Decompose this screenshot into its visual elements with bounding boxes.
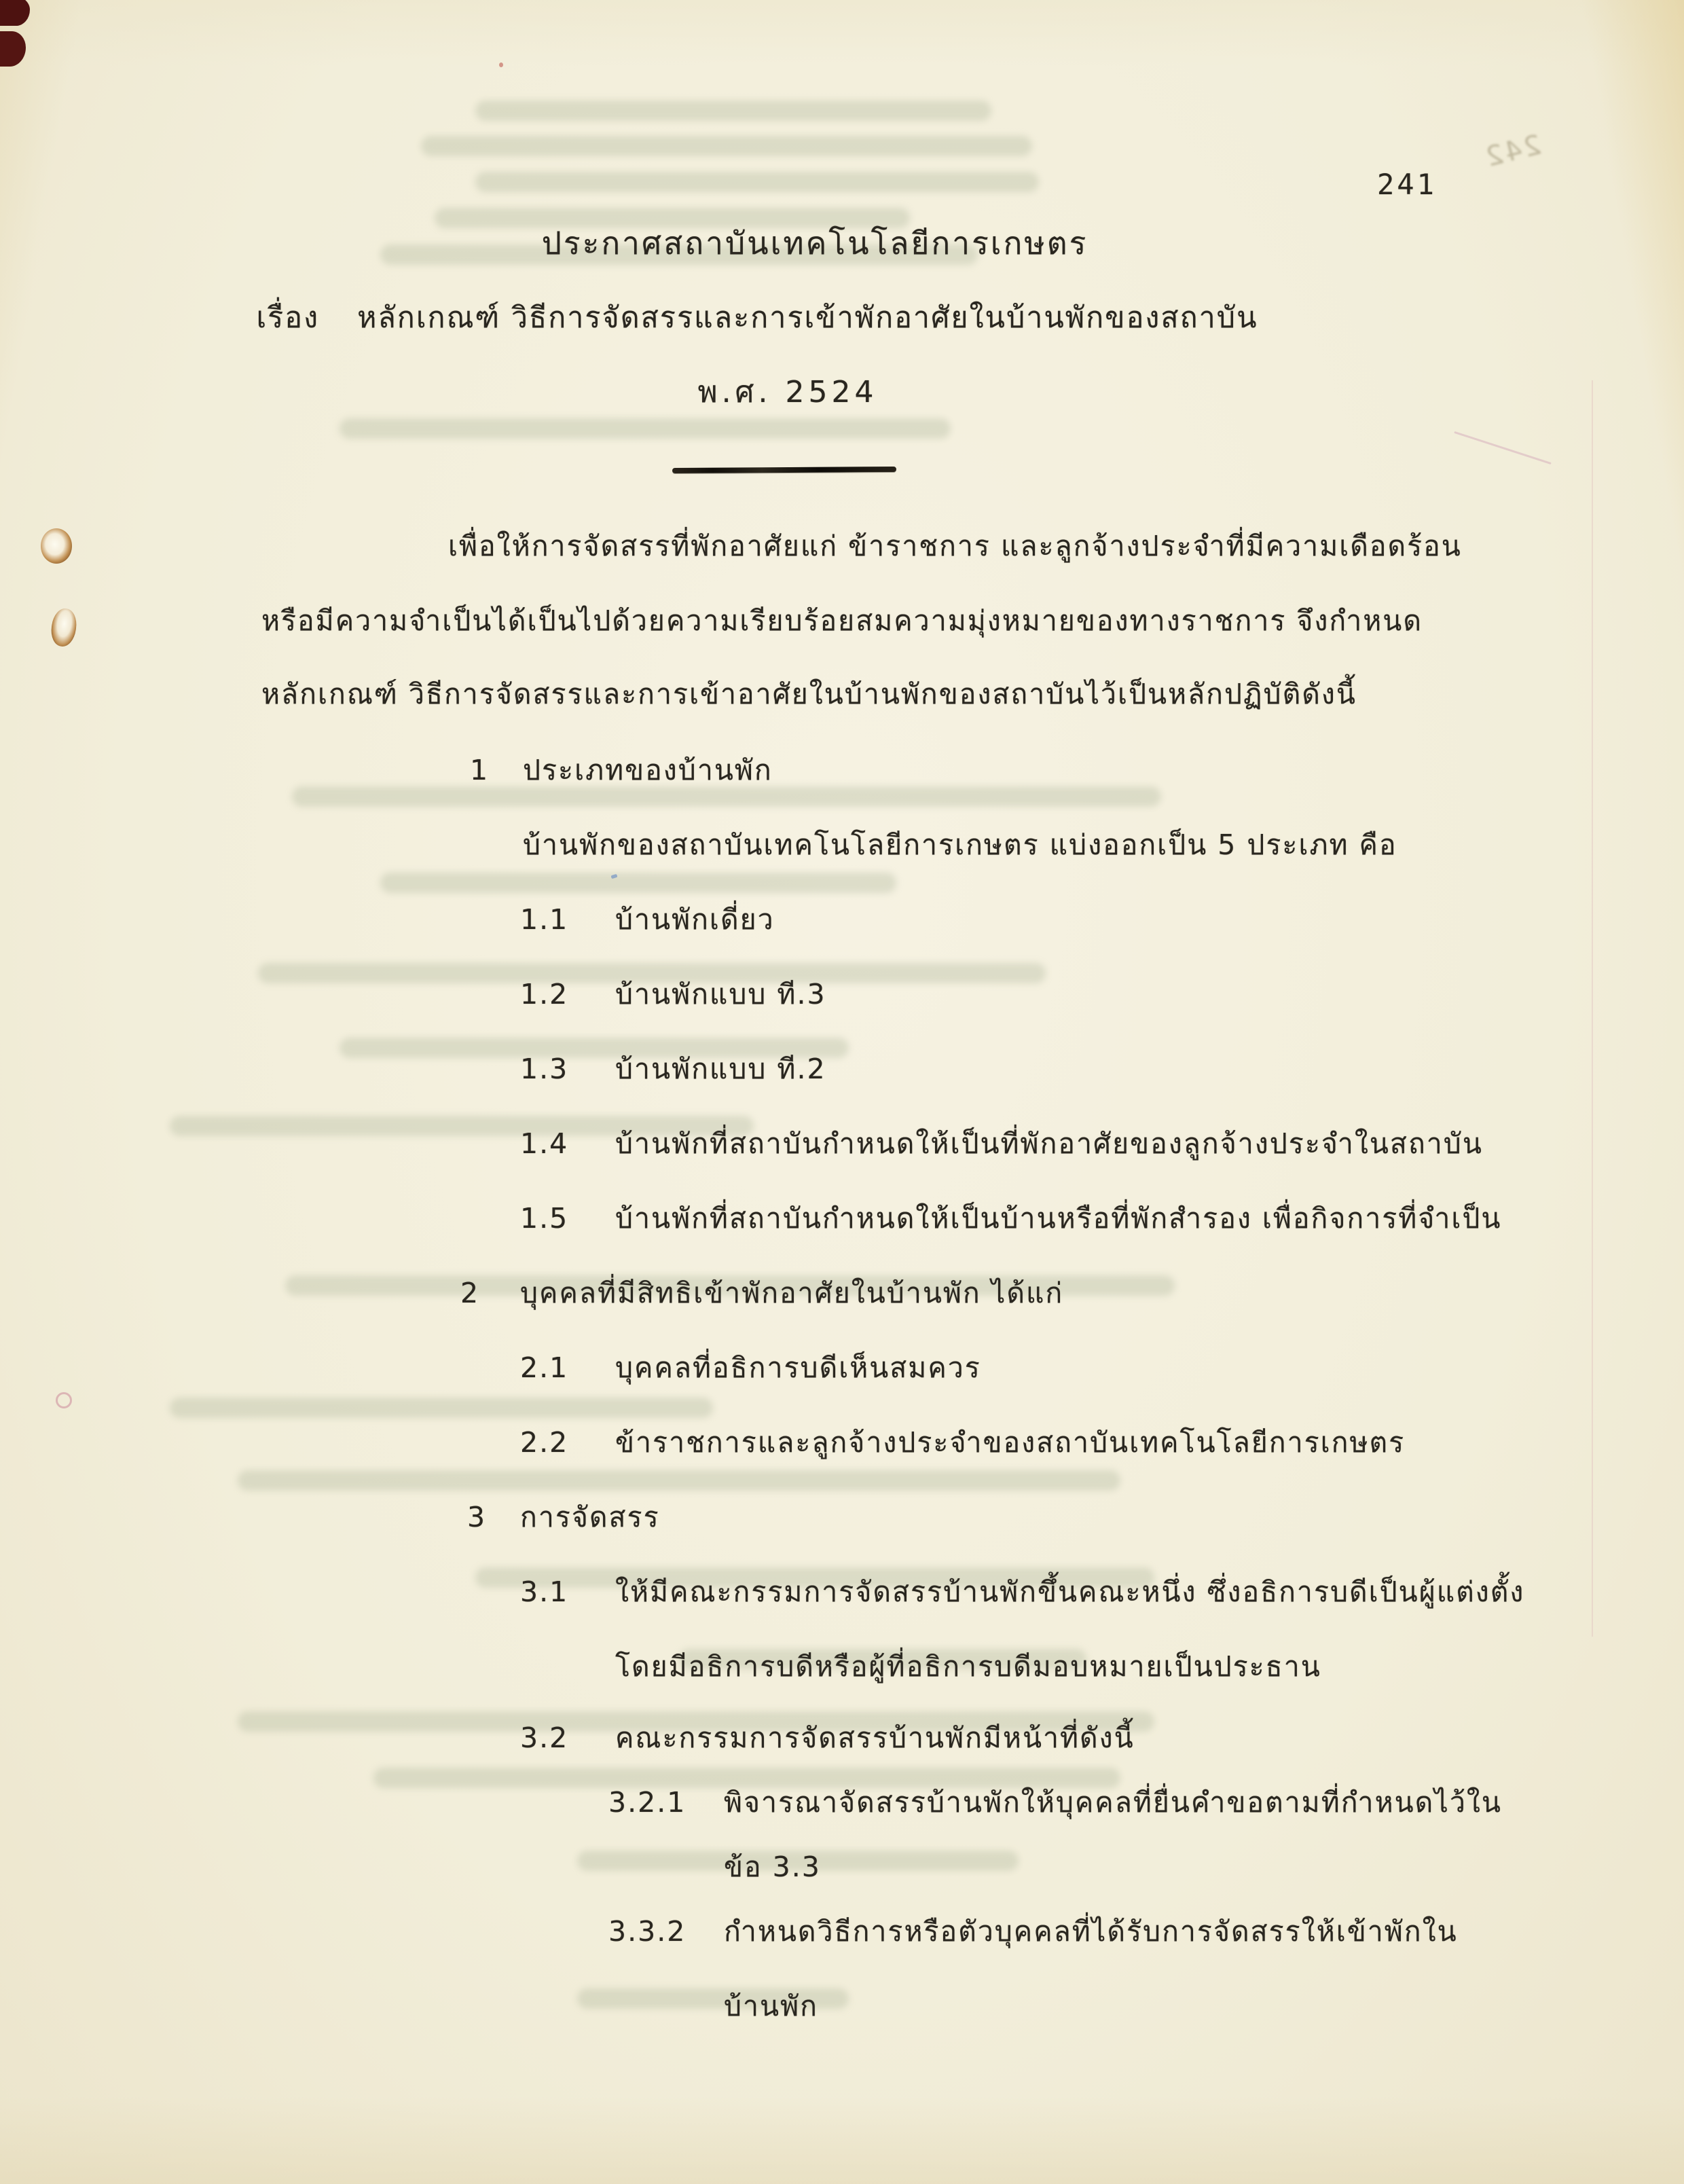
clause-text: ข้อ 3.3 — [724, 1851, 821, 1883]
clause-row — [520, 1047, 826, 1091]
clause-number: 2.2 — [520, 1426, 569, 1459]
clause-row — [520, 1570, 1524, 1614]
clause-text: บ้านพักแบบ ที.2 — [615, 1053, 826, 1085]
clause-continuation-line — [724, 1845, 821, 1889]
paper-speck — [56, 1392, 72, 1408]
clause-number: 1 — [470, 754, 490, 786]
clause-text: โดยมีอธิการบดีหรือผู้ที่อธิการบดีมอบหมายเป็นประธาน — [615, 1650, 1321, 1683]
clause-row — [520, 972, 826, 1016]
ghost-bleedthrough-line — [475, 101, 991, 121]
clause-row — [520, 1122, 1483, 1165]
page-number: 241 — [1377, 168, 1437, 201]
punch-hole-mark — [41, 528, 72, 564]
ink-stain — [0, 0, 30, 26]
clause-text: พิจารณาจัดสรรบ้านพักให้บุคคลที่ยื่นคำขอตามที่กำหนดไว้ใน — [724, 1786, 1502, 1819]
clause-number: 1.4 — [520, 1127, 569, 1160]
clause-number: 1.3 — [520, 1053, 569, 1085]
clause-text: บ้านพักแบบ ที.3 — [615, 978, 826, 1011]
subject-text: หลักเกณฑ์ วิธีการจัดสรรและการเข้าพักอาศัยในบ้านพักของสถาบัน — [357, 301, 1258, 335]
clause-text: บ้านพักที่สถาบันกำหนดให้เป็นบ้านหรือที่พักสำรอง เพื่อกิจการที่จำเป็น — [615, 1202, 1502, 1235]
clause-text: ประเภทของบ้านพัก — [523, 754, 773, 786]
document-subject-line — [0, 296, 1684, 340]
clause-number: 1.5 — [520, 1202, 569, 1235]
clause-text: คณะกรรมการจัดสรรบ้านพักมีหน้าที่ดังนี้ — [615, 1722, 1135, 1754]
ghost-bleedthrough-line — [170, 1398, 713, 1418]
clause-row — [460, 1271, 1063, 1315]
era-year: พ.ศ. 2524 — [697, 375, 878, 410]
ghost-bleedthrough-line — [475, 172, 1039, 192]
clause-row — [520, 1421, 1405, 1464]
clause-number: 3.2.1 — [608, 1786, 687, 1819]
bleedthrough-page-number: 242 — [1480, 129, 1545, 174]
clause-row — [608, 1910, 1458, 1953]
ghost-bleedthrough-line — [380, 873, 896, 893]
clause-row — [467, 1495, 660, 1539]
clause-text: การจัดสรร — [520, 1501, 660, 1533]
clause-row — [470, 748, 773, 792]
paper-speck — [499, 62, 503, 67]
ghost-bleedthrough-line — [238, 1470, 1120, 1491]
ink-stain — [0, 31, 26, 67]
clause-text: กำหนดวิธีการหรือตัวบุคคลที่ได้รับการจัดสรรให้เข้าพักใน — [724, 1915, 1458, 1948]
clause-text: ให้มีคณะกรรมการจัดสรรบ้านพักขึ้นคณะหนึ่ง ซึ่งอธิการบดีเป็นผู้แต่งตั้ง — [615, 1576, 1525, 1608]
clause-number: 3.1 — [520, 1576, 569, 1608]
clause-number: 1.1 — [520, 903, 569, 936]
subject-prefix-label: เรื่อง — [256, 301, 320, 335]
clause-number: 1.2 — [520, 978, 569, 1011]
clause-continuation-line — [615, 1645, 1321, 1688]
clause-number: 2 — [460, 1277, 480, 1309]
clause-number: 3.2 — [520, 1722, 569, 1754]
clause-row — [608, 1781, 1502, 1824]
preamble-line: หลักเกณฑ์ วิธีการจัดสรรและการเข้าอาศัยในบ้านพักของสถาบันไว้เป็นหลักปฏิบัติดังนี้ — [261, 678, 1357, 710]
clause-continuation-line — [724, 1984, 818, 2028]
clause-text: บ้านพักเดี่ยว — [615, 903, 775, 936]
punch-hole-mark — [49, 607, 78, 648]
ghost-bleedthrough-line — [340, 418, 951, 439]
clause-text: บุคคลที่อธิการบดีเห็นสมควร — [615, 1351, 981, 1384]
clause-row — [520, 1197, 1501, 1240]
clause-row — [520, 1346, 981, 1389]
clause-row — [523, 823, 1397, 867]
preamble-line: หรือมีความจำเป็นได้เป็นไปด้วยความเรียบร้อยสมความมุ่งหมายของทางราชการ จึงกำหนด — [261, 604, 1423, 637]
clause-text: ข้าราชการและลูกจ้างประจำของสถาบันเทคโนโลยีการเกษตร — [615, 1426, 1406, 1459]
clause-row — [520, 1716, 1135, 1760]
paper-fiber — [1592, 380, 1593, 1637]
header-divider-rule — [672, 467, 896, 473]
clause-number: 3.3.2 — [608, 1915, 687, 1948]
clause-number: 3 — [467, 1501, 487, 1533]
clause-text: บุคคลที่มีสิทธิเข้าพักอาศัยในบ้านพัก ได้แก่ — [520, 1277, 1064, 1309]
paper-scratch — [1454, 431, 1552, 465]
document-title: ประกาศสถาบันเทคโนโลยีการเกษตร — [541, 225, 1088, 261]
clause-text: บ้านพักที่สถาบันกำหนดให้เป็นที่พักอาศัยของลูกจ้างประจำในสถาบัน — [615, 1127, 1483, 1160]
preamble-line: เพื่อให้การจัดสรรที่พักอาศัยแก่ ข้าราชการ และลูกจ้างประจำที่มีความเดือดร้อน — [448, 530, 1462, 562]
clause-row — [520, 898, 775, 941]
clause-text: บ้านพักของสถาบันเทคโนโลยีการเกษตร แบ่งออกเป็น 5 ประเภท คือ — [523, 829, 1397, 861]
ghost-bleedthrough-line — [421, 136, 1032, 156]
clause-text: บ้านพัก — [724, 1990, 818, 2022]
clause-number: 2.1 — [520, 1351, 569, 1384]
